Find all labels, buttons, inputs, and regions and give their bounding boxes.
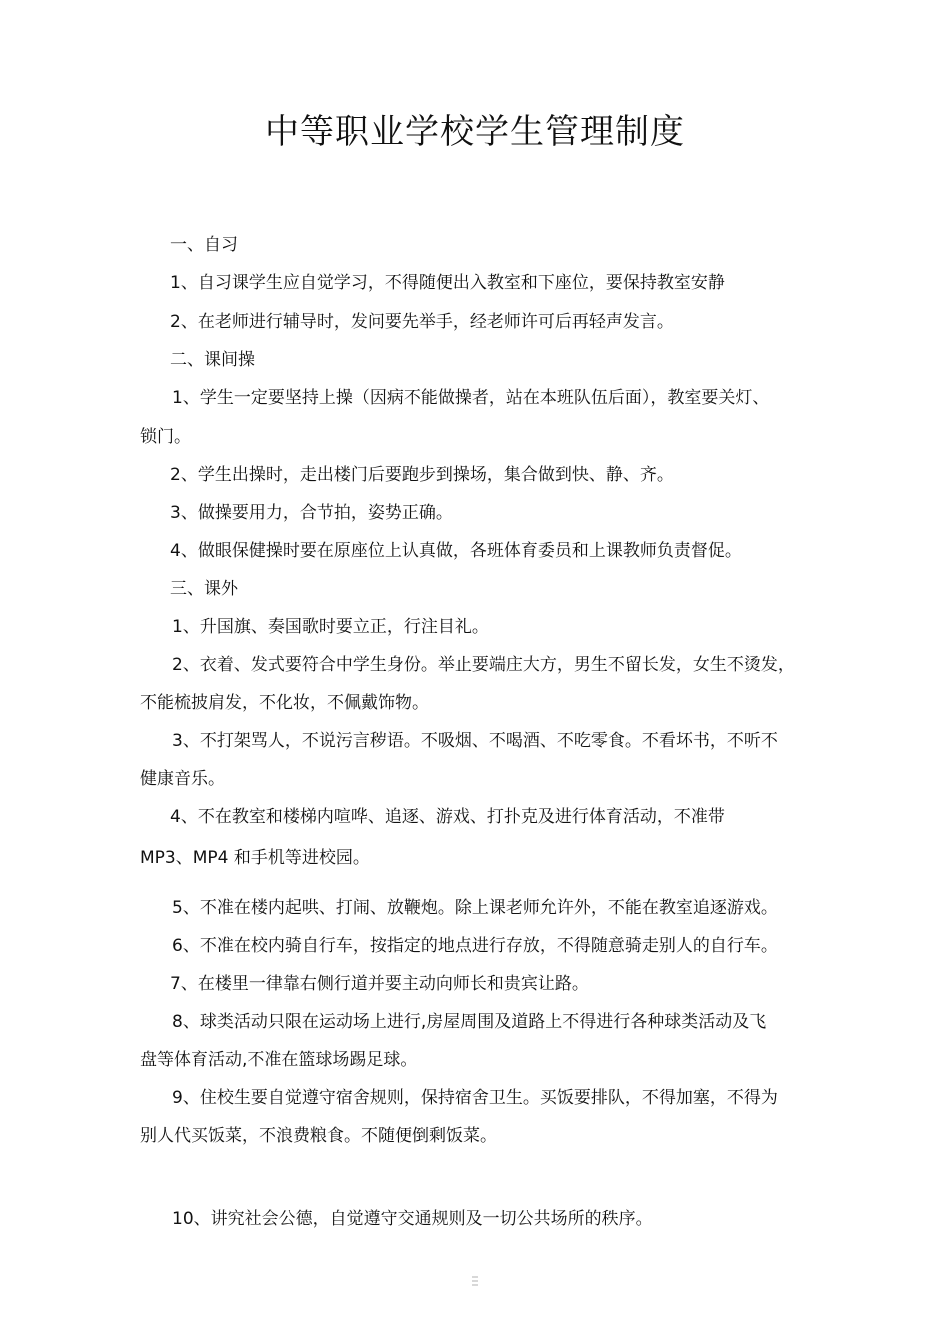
paragraph-line: 别人代买饭菜，不浪费粮食。不随便倒剩饭菜。	[140, 1126, 497, 1146]
paragraph-line: 3、不打架骂人，不说污言秽语。不吸烟、不喝酒、不吃零食。不看坏书，不听不	[172, 731, 778, 751]
section-heading-exercise: 二、课间操	[170, 350, 255, 370]
paragraph-line: 2、在老师进行辅导时，发问要先举手，经老师许可后再轻声发言。	[170, 312, 674, 332]
paragraph-line: 1、升国旗、奏国歌时要立正，行注目礼。	[172, 617, 489, 637]
section-heading-self-study: 一、自习	[170, 235, 238, 255]
paragraph-line: 5、不准在楼内起哄、打闹、放鞭炮。除上课老师允许外，不能在教室追逐游戏。	[172, 898, 778, 918]
section-heading-extracurricular: 三、课外	[170, 579, 238, 599]
paragraph-line: 10、讲究社会公德，自觉遵守交通规则及一切公共场所的秩序。	[172, 1209, 653, 1229]
paragraph-line: 1、学生一定要坚持上操（因病不能做操者，站在本班队伍后面），教室要关灯、	[172, 388, 770, 408]
paragraph-line: 7、在楼里一律靠右侧行道并要主动向师长和贵宾让路。	[170, 974, 589, 994]
paragraph-line: 6、不准在校内骑自行车，按指定的地点进行存放，不得随意骑走别人的自行车。	[172, 936, 778, 956]
watermark-mark	[471, 1274, 479, 1292]
paragraph-line: 不能梳披肩发，不化妆，不佩戴饰物。	[140, 693, 429, 713]
paragraph-line: 健康音乐。	[140, 769, 225, 789]
paragraph-line: 4、不在教室和楼梯内喧哗、追逐、游戏、打扑克及进行体育活动，不准带	[170, 807, 725, 827]
paragraph-line: 4、做眼保健操时要在原座位上认真做，各班体育委员和上课教师负责督促。	[170, 541, 742, 561]
paragraph-line: 锁门。	[140, 427, 191, 447]
paragraph-line: 2、学生出操时，走出楼门后要跑步到操场，集合做到快、静、齐。	[170, 465, 674, 485]
paragraph-line: 9、住校生要自觉遵守宿舍规则，保持宿舍卫生。买饭要排队，不得加塞，不得为	[172, 1088, 778, 1108]
paragraph-line: MP3、MP4 和手机等进校园。	[140, 848, 370, 868]
paragraph-line: 3、做操要用力，合节拍，姿势正确。	[170, 503, 453, 523]
document-title: 中等职业学校学生管理制度	[265, 112, 685, 152]
paragraph-line: 1、自习课学生应自觉学习，不得随便出入教室和下座位，要保持教室安静	[170, 273, 725, 293]
paragraph-line: 2、衣着、发式要符合中学生身份。举止要端庄大方，男生不留长发，女生不烫发，	[172, 655, 795, 675]
paragraph-line: 8、球类活动只限在运动场上进行,房屋周围及道路上不得进行各种球类活动及飞	[172, 1012, 767, 1032]
paragraph-line: 盘等体育活动,不准在篮球场踢足球。	[140, 1050, 418, 1070]
